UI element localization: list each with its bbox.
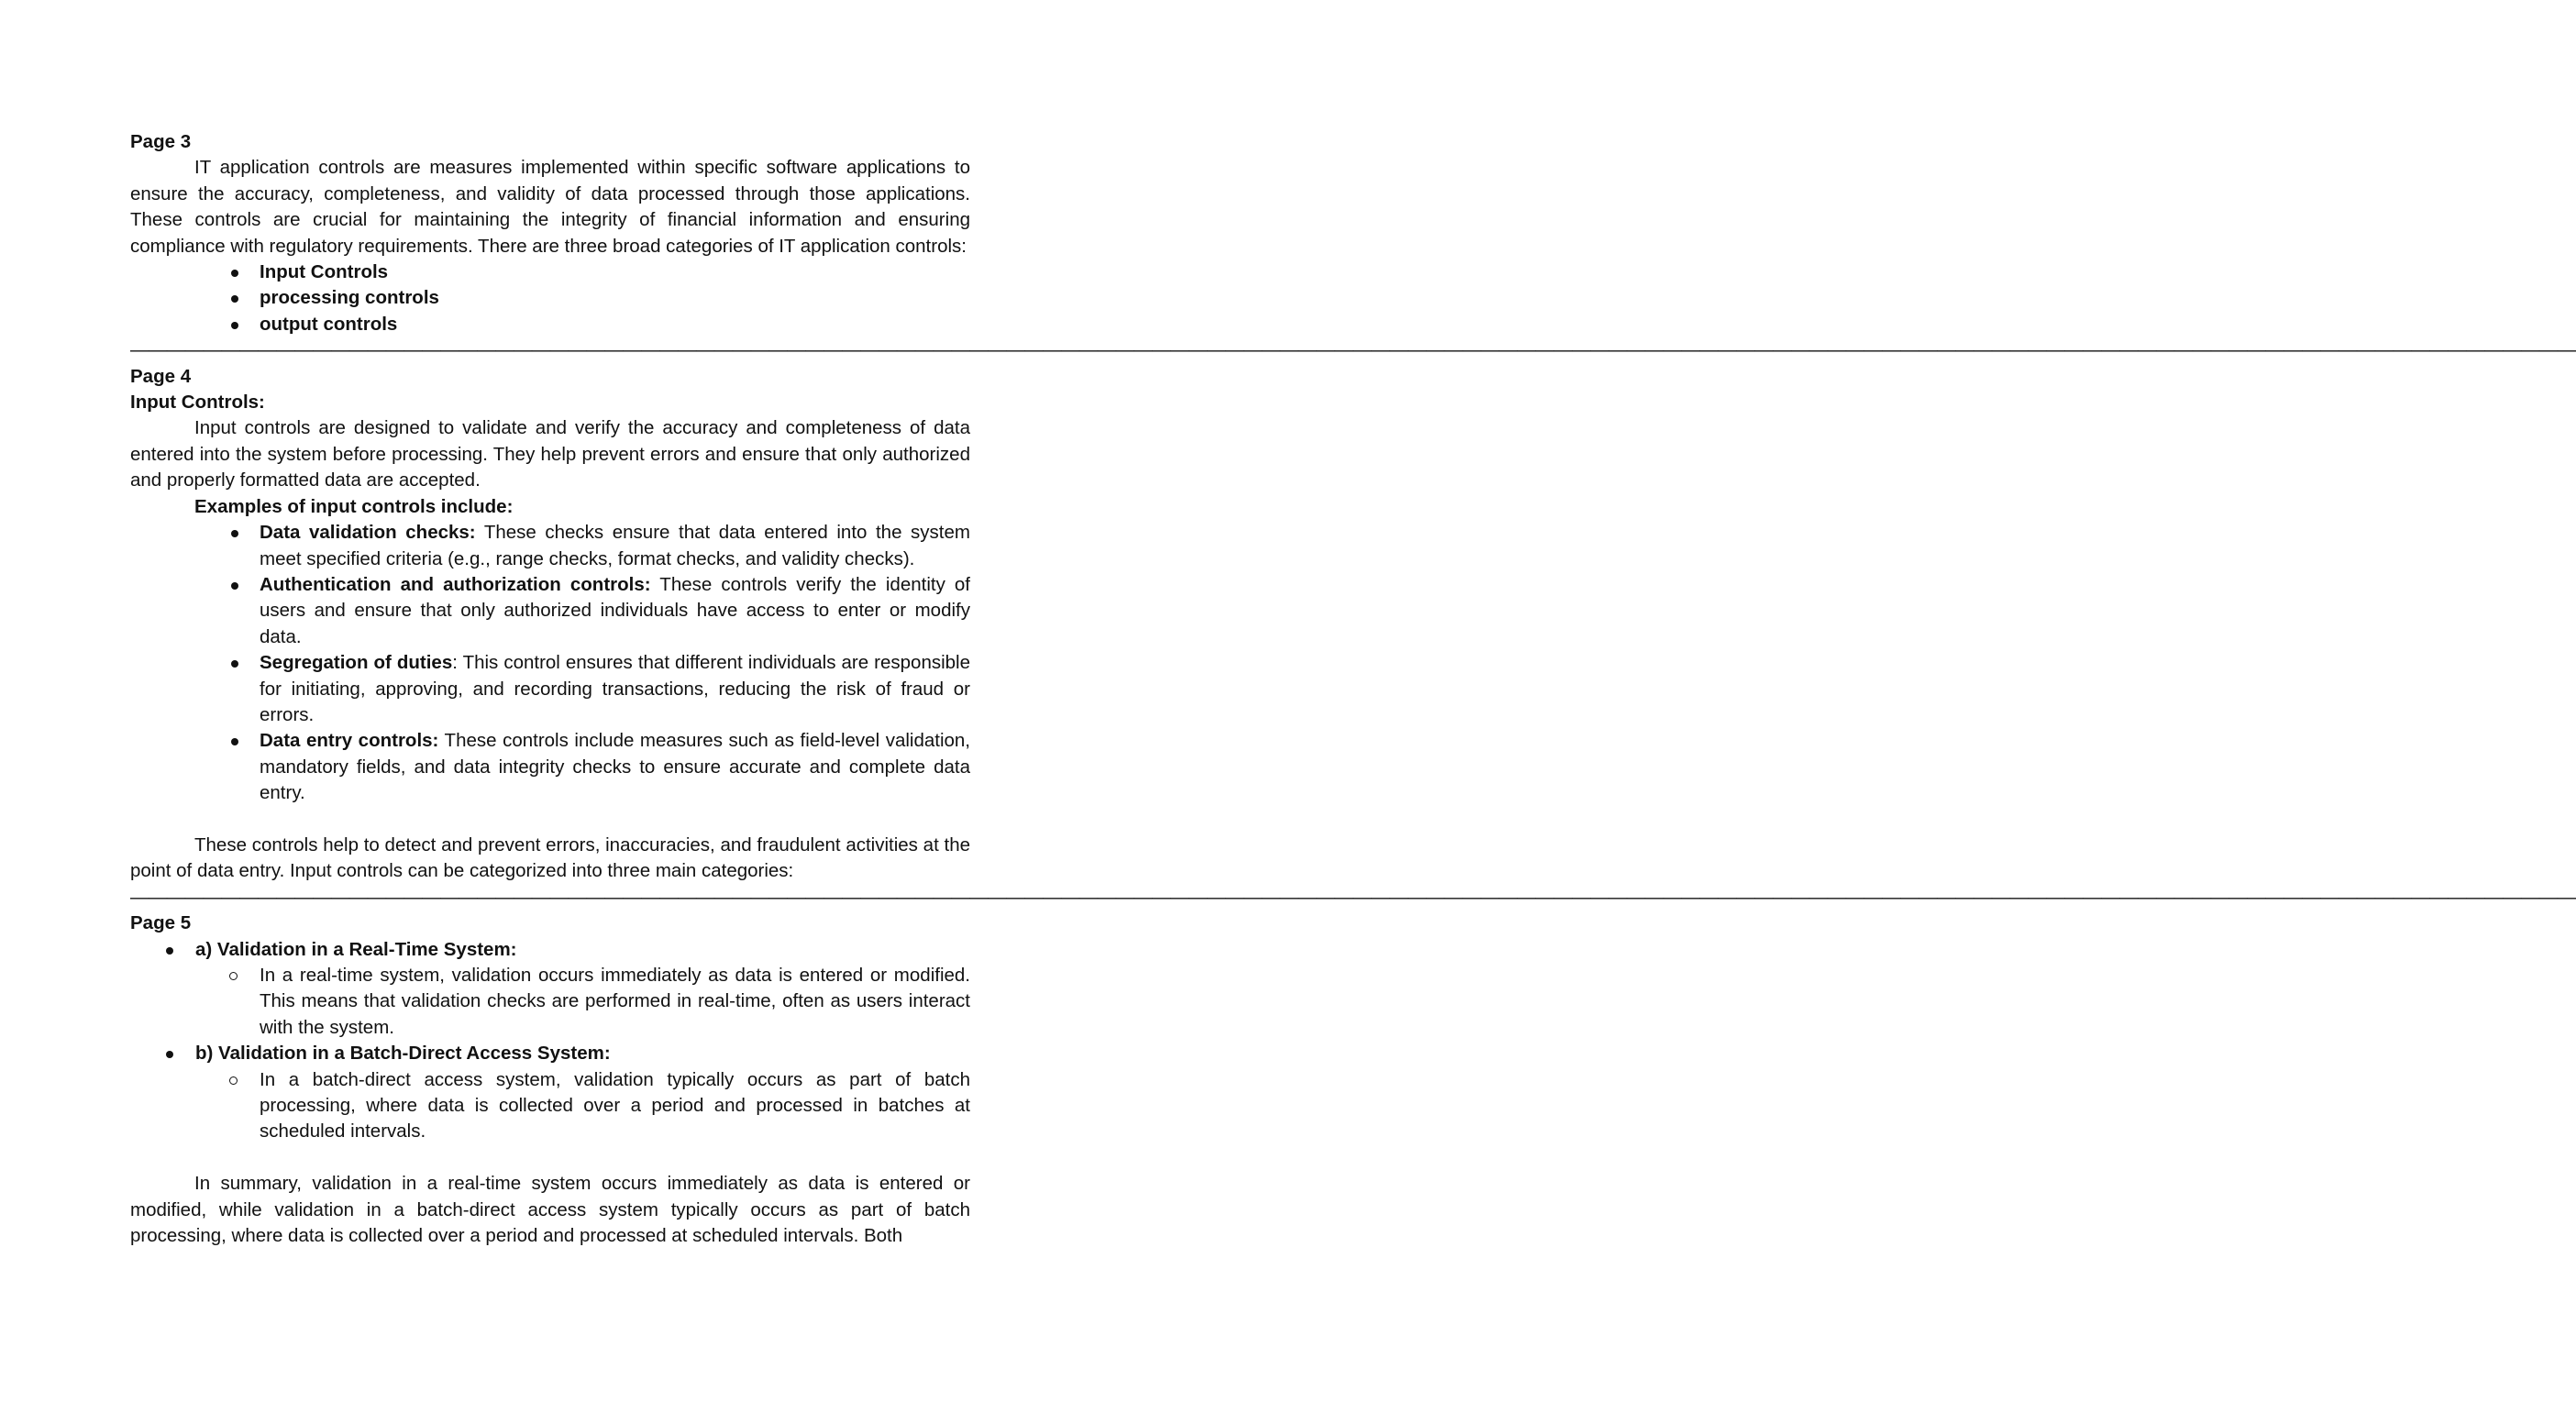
list-item bbox=[130, 963, 970, 1041]
example-text: These controls include measures such as field-level validation, mandatory fields, and data integrity checks to ensure accurate and complete data entry. bbox=[260, 730, 971, 804]
page4-closing-paragraph: These controls help to detect and prevent errors, inaccuracies, and fraudulent activities at the point of data entry. Input controls can be categorized into three main categories: bbox=[130, 833, 970, 882]
validation-types-list bbox=[130, 1041, 970, 1066]
list-item-label: output controls bbox=[260, 313, 398, 335]
list-item bbox=[130, 937, 970, 963]
page4-title: Page 4 bbox=[130, 365, 192, 387]
example-term: Data entry controls: bbox=[260, 730, 439, 752]
bullet-icon bbox=[231, 738, 238, 745]
circle-bullet-icon bbox=[229, 972, 238, 980]
bullet-icon bbox=[166, 947, 173, 955]
example-term: Data validation checks: bbox=[260, 522, 476, 544]
circle-bullet-icon bbox=[229, 1076, 238, 1085]
bullet-icon bbox=[231, 322, 238, 329]
example-term: Authentication and authorization controls: bbox=[260, 573, 651, 595]
validation-types-list bbox=[130, 937, 970, 963]
application-controls-list bbox=[130, 259, 970, 337]
example-text: : This control ensures that different individuals are responsible for initiating, approving, and recording transactions, reducing the risk of fraud or errors. bbox=[260, 652, 971, 725]
list-item-label: processing controls bbox=[260, 287, 439, 309]
page3-title: Page 3 bbox=[130, 131, 192, 152]
validation-detail: In a real-time system, validation occurs immediately as data is entered or modified. This means that validation checks are performed in real-time, often as users interact with the system. bbox=[260, 964, 970, 1038]
validation-detail: In a batch-direct access system, validation typically occurs as part of batch processing, where data is collected over a period and processed in batches at scheduled intervals. bbox=[260, 1068, 970, 1143]
page3-paragraph: IT application controls are measures implemented within specific software applications to ensure the accuracy, completeness, and validity of data processed through those applications. These controls are crucial for maintaining the integrity of financial information and ensuring compliance with regulatory requirements. There are three broad categories of IT application controls: bbox=[130, 157, 970, 257]
list-item bbox=[130, 650, 970, 728]
summary-paragraph: In summary, validation in a real-time system occurs immediately as data is entered or modified, while validation in a batch-direct access system typically occurs as part of batch processing, where data is collected over a period and processed at scheduled intervals. Both bbox=[130, 1173, 970, 1247]
document-body bbox=[130, 129, 2576, 1249]
blank-line bbox=[130, 807, 970, 833]
bullet-icon bbox=[231, 295, 238, 303]
validation-detail-list bbox=[130, 1067, 970, 1145]
page5-title: Page 5 bbox=[130, 912, 192, 934]
blank-line bbox=[130, 1145, 970, 1171]
page-separator: —————————————————————————————————————————————————————————————————————————————————————————————————————————————————————————————————————— bbox=[130, 339, 2576, 361]
example-term: Segregation of duties bbox=[260, 652, 453, 674]
list-item bbox=[130, 259, 970, 285]
validation-type-heading: a) Validation in a Real-Time System: bbox=[195, 938, 517, 960]
list-item bbox=[130, 285, 970, 311]
list-item bbox=[130, 312, 970, 337]
list-item-label: Input Controls bbox=[260, 261, 389, 283]
bullet-icon bbox=[231, 582, 238, 590]
input-controls-examples-list bbox=[130, 520, 970, 806]
validation-type-heading: b) Validation in a Batch-Direct Access System: bbox=[195, 1043, 611, 1065]
page-separator: —————————————————————————————————————————————————————————————————————————————————————————————————————————————————————————————————————— bbox=[130, 886, 2576, 908]
bullet-icon bbox=[231, 270, 238, 277]
examples-heading: Examples of input controls include: bbox=[194, 495, 514, 517]
input-controls-heading: Input Controls: bbox=[130, 392, 265, 414]
example-text: These checks ensure that data entered into the system meet specified criteria (e.g., range checks, format checks, and validity checks). bbox=[260, 522, 970, 569]
list-item bbox=[130, 728, 970, 806]
page4-paragraph: Input controls are designed to validate and verify the accuracy and completeness of data entered into the system before processing. They help prevent errors and ensure that only authorized and properly formatted data are accepted. bbox=[130, 417, 970, 491]
example-text: These controls verify the identity of users and ensure that only authorized individuals have access to enter or modify data. bbox=[260, 573, 970, 647]
bullet-icon bbox=[231, 660, 238, 668]
list-item bbox=[130, 572, 970, 650]
validation-detail-list bbox=[130, 963, 970, 1041]
bullet-icon bbox=[231, 530, 238, 537]
list-item bbox=[130, 520, 970, 572]
list-item bbox=[130, 1041, 970, 1066]
bullet-icon bbox=[166, 1051, 173, 1058]
list-item bbox=[130, 1067, 970, 1145]
